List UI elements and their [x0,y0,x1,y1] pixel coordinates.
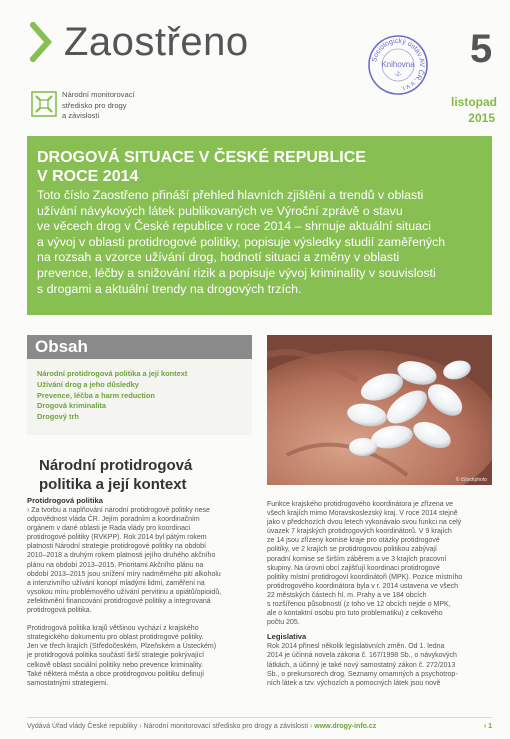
footer-separator-icon: › [139,723,144,730]
photo-credit: © iStockphoto [455,477,487,483]
toc-item-prevention[interactable]: Prevence, léčba a harm reduction [37,390,155,400]
brand-chevron-icon [30,22,56,62]
toc-item-market[interactable]: Drogový trh [37,412,79,422]
table-of-contents [27,335,252,435]
page-footer [27,717,492,730]
brand-title: Zaostřeno [64,20,249,64]
article-left-column [27,496,253,688]
footer-url-link[interactable]: www.drogy-info.cz [314,723,377,730]
nms-logo-icon [31,91,57,117]
footer-separator-icon: › [310,723,315,730]
subheading-policy: Protidrogová politika [27,496,103,505]
toc-item-crime[interactable]: Drogová kriminalita [37,401,106,411]
pills-in-hand-photo [267,335,492,485]
institution-name: Národní monitorovací středisko pro drogy a závislosti [62,90,135,120]
issue-number: 5 [470,27,493,71]
svg-text:Sociologický ústav AV ČR, v.v.: Sociologický ústav AV ČR, v.v.i. [371,37,426,92]
page-number: › 1 [483,723,492,730]
svg-text:Knihovna: Knihovna [381,60,415,69]
hero-banner [27,136,492,315]
footer-publisher: Vydává Úřad vlády České republiky [27,723,138,730]
paragraph: Funkce krajského protidrogového koordinátora je zřízena ve všech krajích mimo Moravskoslezský kraj. V roce 2014 stejně jako v předchozích dvou letech vykonávalo svou funkci na celý úvazek 7 krajských protidrogových koordinátorů. V 9 krajích ze 14 jsou zřízeny komise kraje pro otázky protidrogové politiky, ve 2 krajích se protidrogovou politikou zabývají poradní komise se širším záběrem a ve 3 krajích pracovní skupiny. Na úrovni obcí zajišťují koordinaci protidrogové politiky místní protidrogoví koordinátoři (MPK). Pozice místního protidrogového koordinátora byla v r. 2014 ustavena ve všech 22 městských částech hl. m. Prahy a ve 184 obcích s rozšířenou působností (z toho ve 12 obcích nejde o MPK, ale o kontaktní osobu pro tuto problematiku) z celkového počtu 205. [267,501,463,627]
subheading-legislation: Legislativa [267,632,307,642]
hero-text: Toto číslo Zaostřeno přináší přehled hlavních zjištění a trendů v oblasti užívání návykových látek publikovaných ve Výroční zprávě o stavu ve věcech drog v České republice v roce 2014 – shrnuje aktuální situaci a vývoj v oblasti protidrogové politiky, popisuje výsledky studií zaměřených na rozsah a vzorce užívání drog, hodnotí situaci a změny v oblasti prevence, léčby a snižování rizik a popisuje vývoj kriminality v souvislosti s drogami a aktuální trendy na drogových trzích. [37,188,446,296]
toc-item-drug-use[interactable]: Užívání drog a jeho důsledky [37,379,139,389]
footer-center: Národní monitorovací středisko pro drogy a závislosti [143,723,309,730]
section-title: Národní protidrogová politika a její kontext [39,457,193,493]
toc-heading: Obsah [27,335,252,359]
svg-text:-2-: -2- [394,72,402,78]
article-right-column [267,500,493,688]
paragraph: › Za tvorbu a naplňování národní protidrogové politiky nese odpovědnost vláda ČR. Jejím poradním a koordinačním orgánem v dané oblasti je Rada vlády pro koordinaci protidrogové politiky (RVKPP). Rok 2014 byl pátým rokem platnosti Národní strategie protidrogové politiky na období 2010–2018 a druhým rokem platnosti jejího druhého akčního plánu na období 2013–2015. Prioritami Akčního plánu na období 2013–2015 jsou snížení míry nadměrného pití alkoholu a intenzivního užívání konopí mladými lidmi, zaměření na vysokou míru problémového užívání pervitinu a opiátů/opioidů, zefektivnění financování protidrogové politiky a integrovaná protidrogová politika. [27,507,222,615]
paragraph: Protidrogová politika krajů většinou vychází z krajského strategického dokumentu pro oblast protidrogové politiky. Jen ve třech krajích (Středočeském, Plzeňském a Ústeckém) je protidrogová politika součástí širší strategie pokrývající celkově oblast sociální politiky nebo prevence kriminality. Také některá města a obce protidrogovou politiku definují samostatnými strategiemi. [27,625,217,687]
toc-item-policy[interactable]: Národní protidrogová politika a její kontext [37,369,188,378]
library-stamp [367,34,429,96]
paragraph: Rok 2014 přinesl několik legislativních změn. Od 1. ledna 2014 je účinná novela zákona č. 167/1998 Sb., o návykových látkách, a účinný je také nový samostatný zákon č. 272/2013 Sb., o prekursorech drog. Seznamy omamných a psychotrop- ních látek a tzv. výchozích a pomocných látek jsou nově [267,643,458,687]
hero-title: DROGOVÁ SITUACE V ČESKÉ REPUBLICE V ROCE 2014 [37,149,366,185]
issue-month: listopad [451,95,498,109]
issue-year: 2015 [468,111,495,125]
